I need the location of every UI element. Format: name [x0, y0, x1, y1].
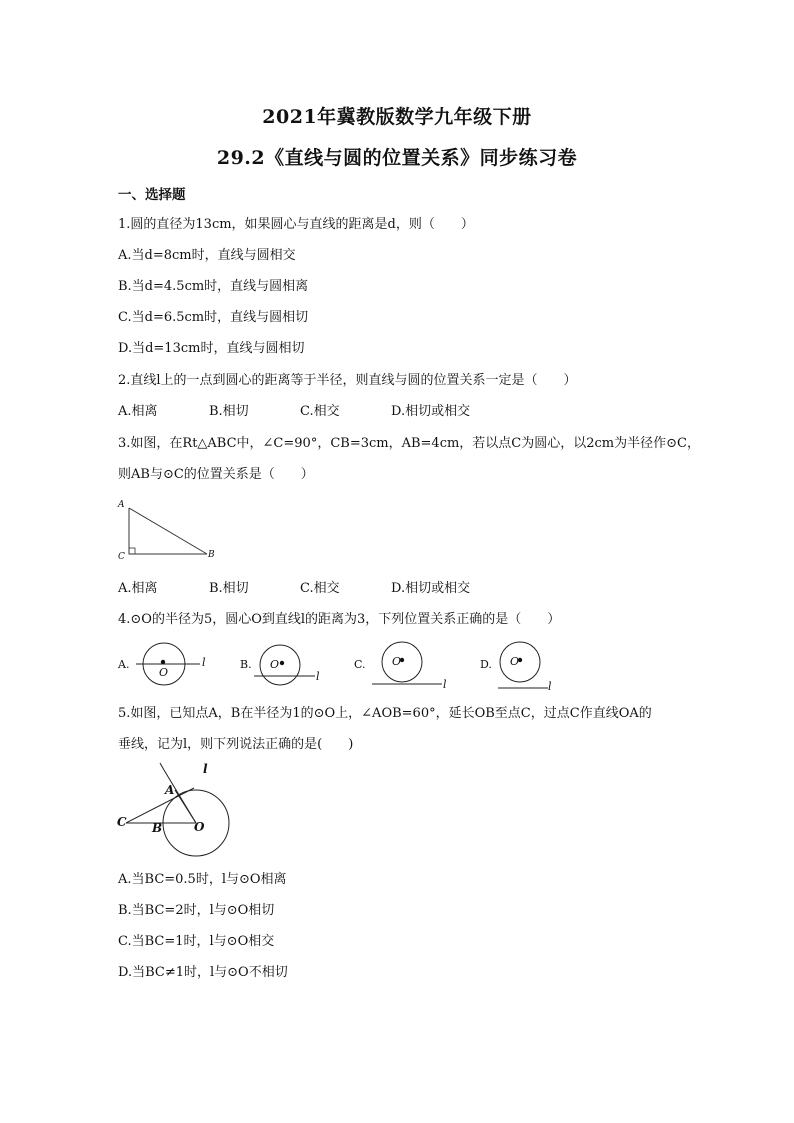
- q1-option-c: C.当d=6.5cm时，直线与圆相切: [118, 310, 309, 325]
- q2-option-a: A.相离: [118, 404, 158, 419]
- q3-option-c: C.相交: [300, 581, 340, 596]
- q4-d-center-label: O: [510, 655, 520, 668]
- q4-figure-c: [354, 640, 454, 692]
- q2-option-b: B.相切: [209, 404, 249, 419]
- q4-stem: 4.⊙O的半径为5，圆心O到直线l的距离为3，下列位置关系正确的是（ ）: [118, 612, 561, 627]
- q5-circle-figure: [112, 762, 242, 862]
- q3-label-b: B: [208, 550, 215, 560]
- q3-label-a: A: [118, 500, 125, 510]
- q4-b-center-label: O: [270, 658, 280, 671]
- q4-figure-b: [240, 640, 340, 690]
- q4-a-line-label: l: [202, 656, 206, 669]
- q4-figure-d: [480, 640, 580, 694]
- q2-stem: 2.直线l上的一点到圆心的距离等于半径，则直线与圆的位置关系一定是（ ）: [118, 373, 577, 388]
- q2-option-d: D.相切或相交: [391, 404, 471, 419]
- q5-option-b: B.当BC=2时，l与⊙O相切: [118, 903, 275, 918]
- q4-figure-a: [118, 640, 218, 690]
- worksheet-subtitle: 29.2《直线与圆的位置关系》同步练习卷: [216, 147, 578, 169]
- q4-option-d-letter: D.: [480, 658, 492, 671]
- q3-option-d: D.相切或相交: [391, 581, 471, 596]
- q3-triangle-figure: [112, 498, 222, 566]
- q3-stem-line1: 3.如图，在Rt△ABC中，∠C=90°，CB=3cm，AB=4cm，若以点C为圆心，以2cm为半径作⊙C，: [118, 436, 700, 451]
- q1-option-b: B.当d=4.5cm时，直线与圆相离: [118, 279, 309, 294]
- q3-option-a: A.相离: [118, 581, 158, 596]
- q5-option-c: C.当BC=1时，l与⊙O相交: [118, 934, 275, 949]
- q4-c-center-label: O: [392, 655, 402, 668]
- section-heading: 一、选择题: [118, 187, 186, 203]
- q5-stem-line2: 垂线，记为l，则下列说法正确的是( ): [118, 737, 354, 752]
- q5-label-l: l: [203, 762, 208, 776]
- q5-option-a: A.当BC=0.5时，l与⊙O相离: [118, 872, 287, 887]
- q4-option-b-letter: B.: [240, 658, 252, 671]
- q4-option-a-letter: A.: [118, 658, 130, 671]
- q4-c-line-label: l: [443, 678, 447, 691]
- q3-label-c: C: [118, 552, 125, 562]
- q1-option-a: A.当d=8cm时，直线与圆相交: [118, 248, 296, 263]
- q5-label-c: C: [117, 815, 127, 829]
- q4-b-line-label: l: [316, 670, 320, 683]
- q5-label-b: B: [152, 821, 163, 835]
- q3-option-b: B.相切: [209, 581, 249, 596]
- q5-label-o: O: [194, 820, 205, 834]
- q1-stem: 1.圆的直径为13cm，如果圆心与直线的距离是d，则（ ）: [118, 217, 474, 232]
- q3-stem-line2: 则AB与⊙C的位置关系是（ ）: [118, 467, 314, 482]
- q4-a-center-label: O: [159, 666, 169, 679]
- q4-d-line-label: l: [548, 680, 552, 693]
- q5-label-a: A: [165, 783, 175, 797]
- q2-option-c: C.相交: [300, 404, 340, 419]
- q1-option-d: D.当d=13cm时，直线与圆相切: [118, 341, 305, 356]
- q4-option-c-letter: C.: [354, 658, 366, 671]
- q5-option-d: D.当BC≠1时，l与⊙O不相切: [118, 965, 288, 980]
- q5-stem-line1: 5.如图，已知点A，B在半径为1的⊙O上，∠AOB=60°，延长OB至点C，过点C作直线OA的: [118, 706, 652, 721]
- worksheet-title: 2021年冀教版数学九年级下册: [262, 106, 532, 128]
